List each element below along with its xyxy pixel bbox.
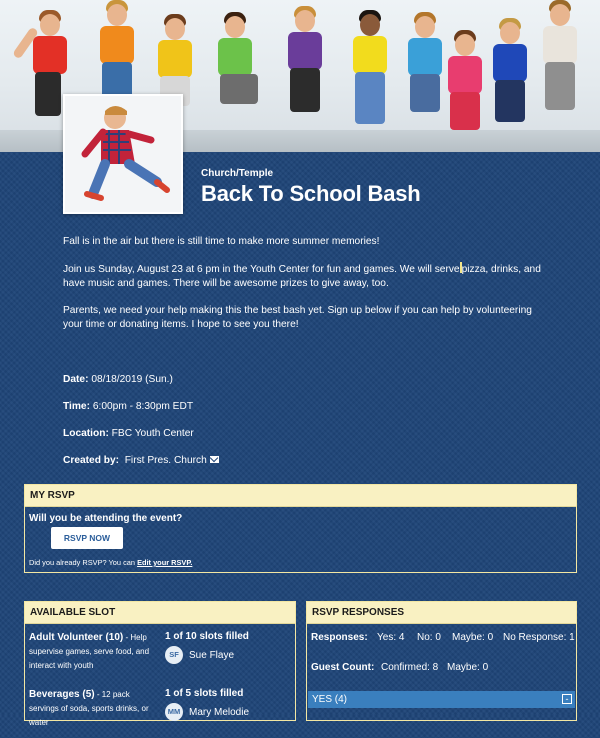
mail-icon[interactable]	[210, 456, 219, 463]
slot-name	[29, 688, 155, 730]
maybe-count: Maybe: 0	[452, 632, 494, 643]
description-paragraph-2-part-1: Join us Sunday, August 23 at 6 pm in the Youth Center for fun and games. We will serve	[63, 264, 460, 275]
slot-row	[25, 681, 295, 738]
rsvp-responses-panel	[306, 601, 577, 721]
signup-name: Mary Melodie	[189, 706, 250, 718]
signup-name: Sue Flaye	[189, 649, 235, 661]
responses-label: Responses:	[311, 632, 368, 643]
time-value: 6:00pm - 8:30pm EDT	[90, 401, 194, 412]
available-slot-heading: AVAILABLE SLOT	[25, 602, 295, 624]
guest-maybe-count: Maybe: 0	[447, 662, 489, 673]
edit-rsvp-link[interactable]: Edit your RSVP.	[137, 558, 193, 567]
date-row	[63, 374, 219, 401]
event-details	[63, 374, 219, 482]
slot-signup	[165, 703, 249, 721]
guest-count-row	[307, 654, 576, 684]
slot-signup	[165, 646, 234, 664]
yes-group-label: YES (4)	[312, 694, 348, 705]
available-slot-panel	[24, 601, 296, 727]
no-response-count: No Response: 1	[503, 632, 575, 643]
slot-title: Beverages (5)	[29, 689, 95, 700]
description-paragraph-3: Parents, we need your help making this the best bash yet. Sign up below if you can help by volunteering your time or donating items. I hope to see you there!	[63, 305, 532, 330]
already-rsvp-prefix: Did you already RSVP? You can	[29, 558, 138, 567]
created-by-value: First Pres. Church	[119, 455, 207, 466]
event-title: Back To School Bash	[201, 181, 421, 206]
avatar: SF	[165, 646, 183, 664]
date-value: 08/18/2019 (Sun.)	[88, 374, 173, 385]
location-value: FBC Youth Center	[108, 428, 194, 439]
time-label: Time:	[63, 401, 90, 412]
attendance-question: Will you be attending the event?	[29, 513, 183, 524]
my-rsvp-heading: MY RSVP	[25, 485, 576, 507]
slot-filled-count: 1 of 10 slots filled	[165, 631, 249, 642]
no-count: No: 0	[417, 632, 441, 643]
description-paragraph-2	[63, 262, 553, 291]
location-row	[63, 428, 219, 455]
already-rsvp-text	[29, 558, 192, 567]
avatar: MM	[165, 703, 183, 721]
created-by-row	[63, 455, 219, 482]
slot-description: - 12 pack servings of soda, sports drinks, or water	[29, 690, 149, 727]
yes-group-header[interactable]	[308, 691, 575, 708]
time-row	[63, 401, 219, 428]
date-label: Date:	[63, 374, 89, 385]
guest-count-label: Guest Count:	[311, 662, 375, 673]
slot-title: Adult Volunteer (10)	[29, 632, 124, 643]
yes-count: Yes: 4	[377, 632, 405, 643]
responses-row	[307, 624, 576, 654]
event-category: Church/Temple	[201, 168, 274, 179]
description-paragraph-2-part-2: pizza, drinks, and have music and games. There will be awesome prizes to give away, too.	[63, 264, 541, 289]
rsvp-responses-heading: RSVP RESPONSES	[307, 602, 576, 624]
rsvp-now-button[interactable]: RSVP NOW	[51, 527, 123, 549]
collapse-icon[interactable]: -	[562, 694, 572, 704]
event-photo	[63, 94, 183, 214]
slot-description: - Help supervise games, serve food, and interact with youth	[29, 633, 150, 670]
confirmed-count: Confirmed: 8	[381, 662, 439, 673]
my-rsvp-panel	[24, 484, 577, 573]
slot-name	[29, 631, 155, 673]
event-description	[63, 235, 553, 345]
description-paragraph-1: Fall is in the air but there is still time to make more summer memories!	[63, 236, 380, 247]
slot-row	[25, 624, 295, 681]
location-label: Location:	[63, 428, 109, 439]
created-by-label: Created by:	[63, 455, 120, 466]
slot-filled-count: 1 of 5 slots filled	[165, 688, 244, 699]
